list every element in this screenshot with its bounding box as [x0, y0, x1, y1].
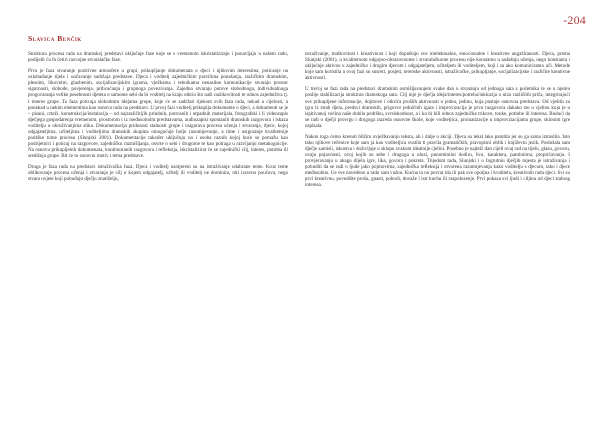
paragraph: Druga je faza rada na predstavi istraživačka faza. Djeca i voditelj usmjereni su na istraživanje odabrane teme. Kroz teme oblikovanje procesa učenja i stvaranja je cilj u kojem odgajatelj, učitelj ili voditelj ne dominira, niti izravno poučava, nego stvara uvjete koji pobuđuju dječju znatiželju,: [28, 164, 288, 183]
author-name: Slavica Benčik: [28, 34, 82, 43]
left-column: [28, 51, 288, 182]
right-column: [305, 51, 570, 188]
paragraph: Prva je faza stvaranje pozitivne atmosfere u grupi, prikupljanje dokumenata o djeci i njihovim interesima, poticanje na oslobađanje tijela i uočavanje sadržaja predstave. Djeca i voditelj zajedničkim pravilima ponašanja, različitim dramskim, plesnim, likovnim, glazbenim, socijalizacijskim igrama, vježbama i tehnikama nenasilne komunikacije stvaraju prostor sigurnosti, slobode, povjerenja, prihvaćanja i grupnoga povezivanja. Zajedno stvaraju putove slobodnoga, individualnoga progovaranja velike posebnosti djeteta o samome sebi da bi voditelj na kraju otkrio što naši razlikovitosti te odnos zajedništva tj. i interes grupe. Ta faza poticaja slobodnim idejama grupe, koje će se zadržati tijekom svih faza rada, nekad u cijelosti, a ponekad u nekim elementima kao osnova rada na predstavi. U prvoj fazi voditelj prikuplja dokumente o djeci, a dokumenti se je – pisani, crteži, konstrukcija/instalacija – od najrazličitijih prindnih, potrosnih i otpadnih materijala, fotografski i li videozapis dječjega gospodarenja vremenom, prostorom i iz međusobnim predstavama, audiozapisi spontanih dramskih razgovora i iskaza voditelju u okruživanjima slika. Dokumentacija pridonosi stalnosti grupe i osigurava procesa učenja i stvaranja, djece, kojoj odgajateljima, učiteljima i voditeljima dramskih skupina omogućuje bolje razumijevanje, a time i osiguranje kvalitetnije podrške tome procesu (Slunjski 2001). Dokumentacije također uključuju na i osoba raznih kojoj hoće se pomažu kao podrijetnici i poticaj na razgovore, zajedničku razmišljanja, osvrte o sebi i drugome te kao potraga u razvijanju metakognicije. Na osnovu prikupljenih dokumenata, kontinuiranih razgovora i refleksija, iskristalizirat će se zajednički cilj, interes, potreba ili središnja grupe. Bit će to osnovni motiv i tema predstave.: [28, 68, 288, 159]
page-number: -204: [563, 13, 586, 27]
paragraph: U trećoj se fazi rada na predstavi dramskim osmišljavanjem svake dan u stvaranju od jednoga sata s početnika te se u njemu poslije stabilizacija struktura dramskoga sata. Cilj nije je dječja ideja/interes/potreba/inkluzija u nizu različitih priča, integrirajući sve prikupljene informacije, dojmove i otkrića prošlih aktivnosti u jednu, jedinu, koja postaje osnovna predstava. Od vještih za igru iz strah djela, predsvi dramskih, prigovor jedničnih igara i improvizacija je prvo razgovora dakako sto u cjelinu koja je u ispitivanoj većina naše dobila podršku, svrsishodnost, a i ko bi bili odnos zajedničke trikove, tonke, potrebe ili interesa. Budući da se radi o dječji provrgu i drugoga razreda osnovne škole, koje voditeljica, proinatizacije u improvizacijama grupe, sklonim igre zapisala.: [305, 86, 570, 129]
paragraph: Struktura procesa rada na dramskoj predstavi uključuje faze koje se s vremenom iskristaliziraju i ponavljaju u našem radu, podijelit ću ih četiri razvojne stvaralačke faze.: [28, 51, 288, 64]
paragraph: istraživanje, maštovitost i kreativnost i koji dopuštaju sve intelektualne, emocionalne i kreativne angažiranosti. Djeca, prema Slunjski (2001), u kvalitetnom odgojno-obrazovnome i stvaralačkome procesu nije konstatno u sadašnju učenja, nego konstanta i uključuje aktivno u zajedničko i drugim djecom i odgajateljem, učiteljem ili voditeljem, koji i sa ako komuniciramo uči. Metode koje sam koristila u ovoj fazi su susreti, posjeti, terenske aktivnosti, istraživačke, prikupljanje, socijalizacijske i različite kreativne aktivnosti.: [305, 51, 570, 82]
paragraph: Nakon toga ćemo krenuti bližim uvježbavanju teksta, ali i dalje u akciji. Djeca su tekst lako pamtila jer su ga sama izmislila. Isto tako njihove rečenice koje sam ja kao voditeljica svatila ti pravila gramatičkih, pravopisni oblik i književni jezik. Poslušala sam dječje zamisli, iskustva i doživljaje u sklopu svakom idealnije cjelini. Posebno je najteži dan cijeli ovaj rad na tijelu, glasu, govoru, ovaju pojavnosti, ovoj kojih su sebe i drugoga u ulozi, punomimini dodiru, licu, karaktera, pantimimu, propričavanju. I provjeravanju u akagu dijela igre, lika, govora i pokreta. Trijedom rada, Slunjski i o Ingrutniu dječjih mjesta je istraživanja i pobuditi da se radi o ljude jako pojmovima, zajednička refleksija i otvorena razumijevanja kako voditelju s djecom, tako i djece međusobno. Ue sve navedeno u radu sam važnu. Kućna ta no povrat ida ili pak sve opoljna i kvaliteta, kreativnih rada djeci. Svi su prvi kreativnu, povedište prošu, gnasti, pohodi, dovaže i istr kuchu ili raspolozenje. Prvi pokaza svi ljudi i ciljinu od djeci stalnog interesa.: [305, 133, 570, 189]
